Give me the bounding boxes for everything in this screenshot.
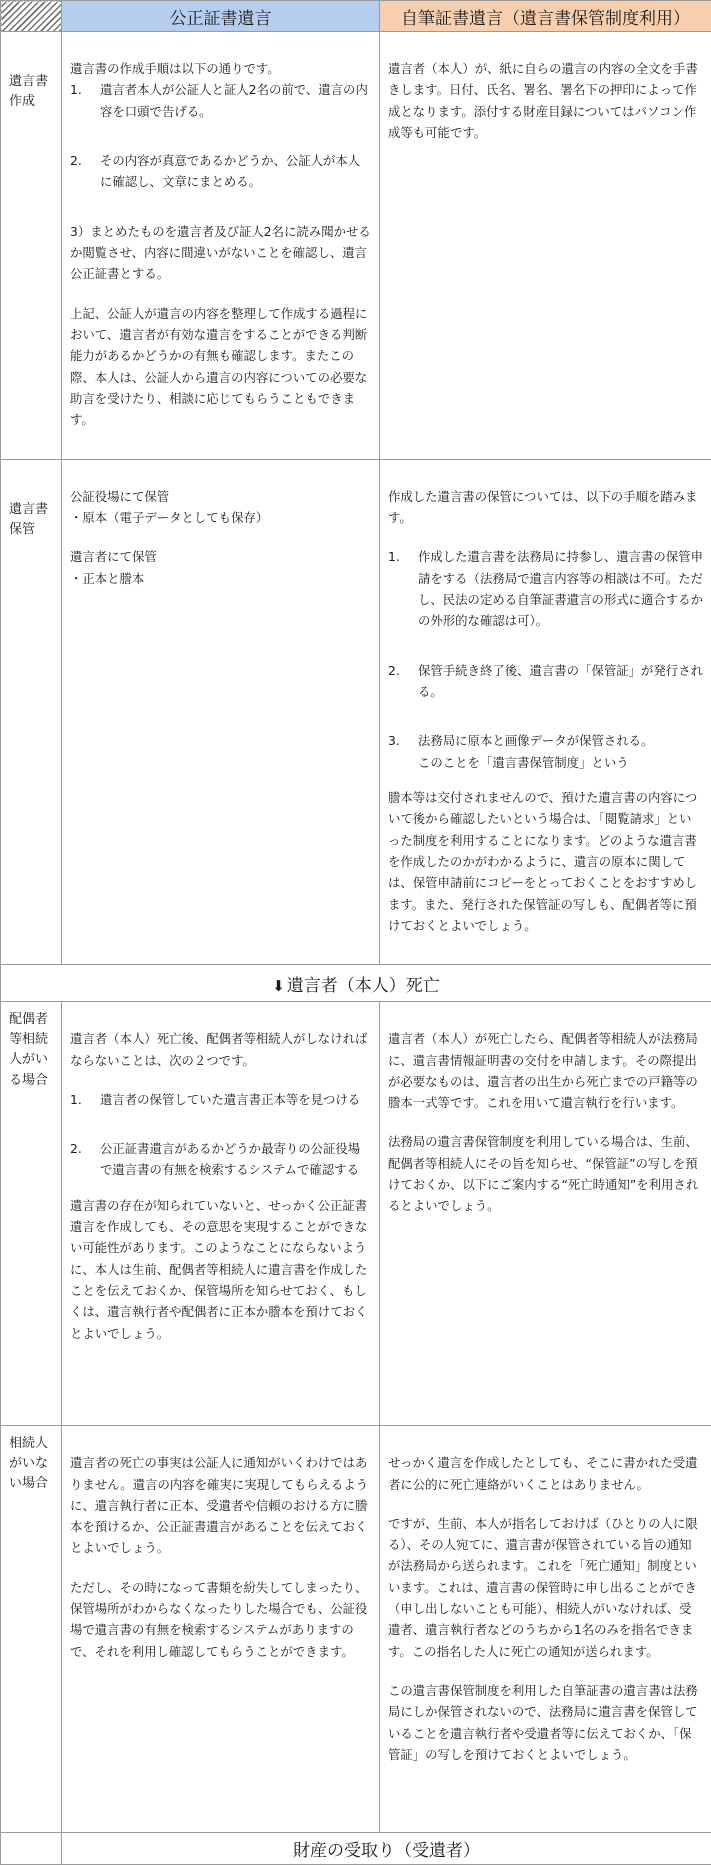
section-receive-blank — [1, 1833, 62, 1865]
text-paragraph: せっかく遺言を作成したとしても、そこに書かれた受遺者に公的に死亡連絡がいくことはありません。 — [388, 1452, 703, 1495]
cell-haiguusha-jihitsu — [380, 1002, 711, 1426]
row-label-hokan: 遺言書保管 — [1, 459, 62, 965]
text-paragraph: 謄本等は交付されませんので、預けた遺言書の内容について後から確認したいという場合は、「閲覧請求」といった制度を利用することになります。どのような遺言書を作成したのかがわかるように、遺言の原本に関しては、保管申請前にコピーをとっておくことをおすすめします。また、発行された保管証の写しも、配偶者等に預けておくとよいでしょう。 — [388, 787, 703, 936]
list-item: 2. 公正証書遺言があるかどうか最寄りの公証役場で遺言書の有無を検索するシステムで確認する — [70, 1138, 371, 1181]
list-item: 1. 作成した遺言書を法務局に持参し、遺言書の保管申請をする（法務局で遺言内容等の相談は不可。ただし、民法の定める自筆証書遺言の形式に適合するかの外形的な確認は可）。 — [388, 546, 703, 631]
text-item3: 3）まとめたものを遺言者及び証人2名に読み聞かせるか閲覧させ、内容に間違いがないことを確認し、遺言公正証書とする。 — [70, 221, 371, 285]
text-paragraph: ただし、その時になって書類を紛失してしまったり、保管場所がわからなくなったりした場合でも、公証役場で遺言書の有無を検索するシステムがありますので、それを利用し確認してもらうことができます。 — [70, 1577, 371, 1662]
header-koshou: 公正証書遺言 — [62, 1, 380, 32]
cell-souzokunin-nashi-koshou — [62, 1426, 380, 1833]
text-paragraph: 遺言者（本人）が死亡したら、配偶者等相続人が法務局に、遺言書情報証明書の交付を申請します。その際提出が必要なものは、遺言者の出生から死亡までの戸籍等の謄本一式等です。これを用いて遺言執行を行います。 — [388, 1028, 703, 1113]
section-receive: 財産の受取り（受遺者） — [62, 1833, 711, 1865]
list-item: 1. 遺言者本人が公証人と証人2名の前で、遺言の内容を口頭で告げる。 — [70, 79, 371, 122]
text-line: 遺言者にて保管 — [70, 546, 371, 567]
text-paragraph: 遺言者（本人）が、紙に自らの遺言の内容の全文を手書きします。日付、氏名、署名、署名下の押印によって作成となります。添付する財産目録についてはパソコン作成等も可能です。 — [388, 58, 703, 143]
list-item: 2. 保管手続き終了後、遺言書の「保管証」が発行される。 — [388, 660, 703, 703]
cell-sakusei-koshou — [62, 32, 380, 460]
list-item: 2. その内容が真意であるかどうか、公証人が本人に確認し、文章にまとめる。 — [70, 150, 371, 193]
text-line: ・原本（電子データとしても保存） — [70, 507, 371, 528]
row-haiguusha — [1, 1002, 711, 1426]
section-receive-row — [1, 1833, 711, 1865]
text-intro: 遺言者（本人）死亡後、配偶者等相続人がしなければならないことは、次の２つです。 — [70, 1028, 371, 1071]
row-label-souzokunin-nashi: 相続人がいない場合 — [1, 1426, 62, 1833]
arrow-down-icon: ⬇ — [272, 977, 285, 995]
row-hokan — [1, 459, 711, 965]
text-intro: 作成した遺言書の保管については、以下の手順を踏みます。 — [388, 486, 703, 529]
row-sakusei — [1, 32, 711, 460]
text-paragraph: この遺言書保管制度を利用した自筆証書の遺言書は法務局にしか保管されないので、法務局に遺言書を保管していることを遺言執行者や受遺者等に伝えておくか、「保管証」の写しを預けておくとよいでしょう。 — [388, 1680, 703, 1765]
cell-souzokunin-nashi-jihitsu — [380, 1426, 711, 1833]
text-paragraph: 法務局の遺言書保管制度を利用している場合は、生前、配偶者等相続人にその旨を知らせ、“保管証”の写しを預けておくか、以下にご案内する“死亡時通知”を利用されるとよいでしょう。 — [388, 1131, 703, 1216]
list-item: 3. 法務局に原本と画像データが保管される。 このことを「遺言書保管制度」という — [388, 730, 703, 773]
text-line: 公証役場にて保管 — [70, 486, 371, 507]
cell-hokan-jihitsu — [380, 459, 711, 965]
list-item: 1. 遺言者の保管していた遺言書正本等を見つける — [70, 1089, 371, 1110]
cell-hokan-koshou — [62, 459, 380, 965]
header-corner-hatch — [1, 1, 62, 32]
text-line: ・正本と謄本 — [70, 568, 371, 589]
row-label-haiguusha: 配偶者等相続人がいる場合 — [1, 1002, 62, 1426]
header-jihitsu: 自筆証書遺言（遺言書保管制度利用） — [380, 1, 711, 32]
section-death — [1, 965, 711, 1002]
section-death-label: 遺言者（本人）死亡 — [287, 976, 440, 996]
section-death-row — [1, 965, 711, 1002]
cell-sakusei-jihitsu — [380, 32, 711, 460]
text-paragraph: 遺言書の存在が知られていないと、せっかく公正証書遺言を作成しても、その意思を実現することができない可能性があります。このようなことにならないように、本人は生前、配偶者等相続人に遺言書を作成したことを伝えておくか、保管場所を知らせておく、もしくは、遺言執行者や配偶者に正本か謄本を預けておくとよいでしょう。 — [70, 1195, 371, 1344]
row-label-sakusei: 遺言書作成 — [1, 32, 62, 460]
text-intro: 遺言書の作成手順は以下の通りです。 — [70, 58, 371, 79]
text-paragraph: 上記、公証人が遺言の内容を整理して作成する過程において、遺言者が有効な遺言をすることができる判断能力があるかどうかの有無も確認します。またこの際、本人は、公証人から遺言の内容についての必要な助言を受けたり、相談に応じてもらうこともできます。 — [70, 303, 371, 431]
cell-haiguusha-koshou — [62, 1002, 380, 1426]
header-row — [1, 1, 711, 32]
text-paragraph: 遺言者の死亡の事実は公証人に通知がいくわけではありません。遺言の内容を確実に実現してもらえるように、遺言執行者に正本、受遺者や信頼のおける方に謄本を預けるか、公正証書遺言があることを伝えておくとよいでしょう。 — [70, 1452, 371, 1559]
text-paragraph: ですが、生前、本人が指名しておけば（ひとりの人に限る）、その人宛てに、遺言書が保管されている旨の通知が法務局から送られます。これを「死亡通知」制度といいます。これは、遺言書の保管時に申し出ることができ（申し出しないことも可能）、相続人がいなければ、受遺者、遺言執行者などのうちから1名のみを指名できます。この指名した人に死亡の通知が送られます。 — [388, 1513, 703, 1662]
row-souzokunin-nashi — [1, 1426, 711, 1833]
